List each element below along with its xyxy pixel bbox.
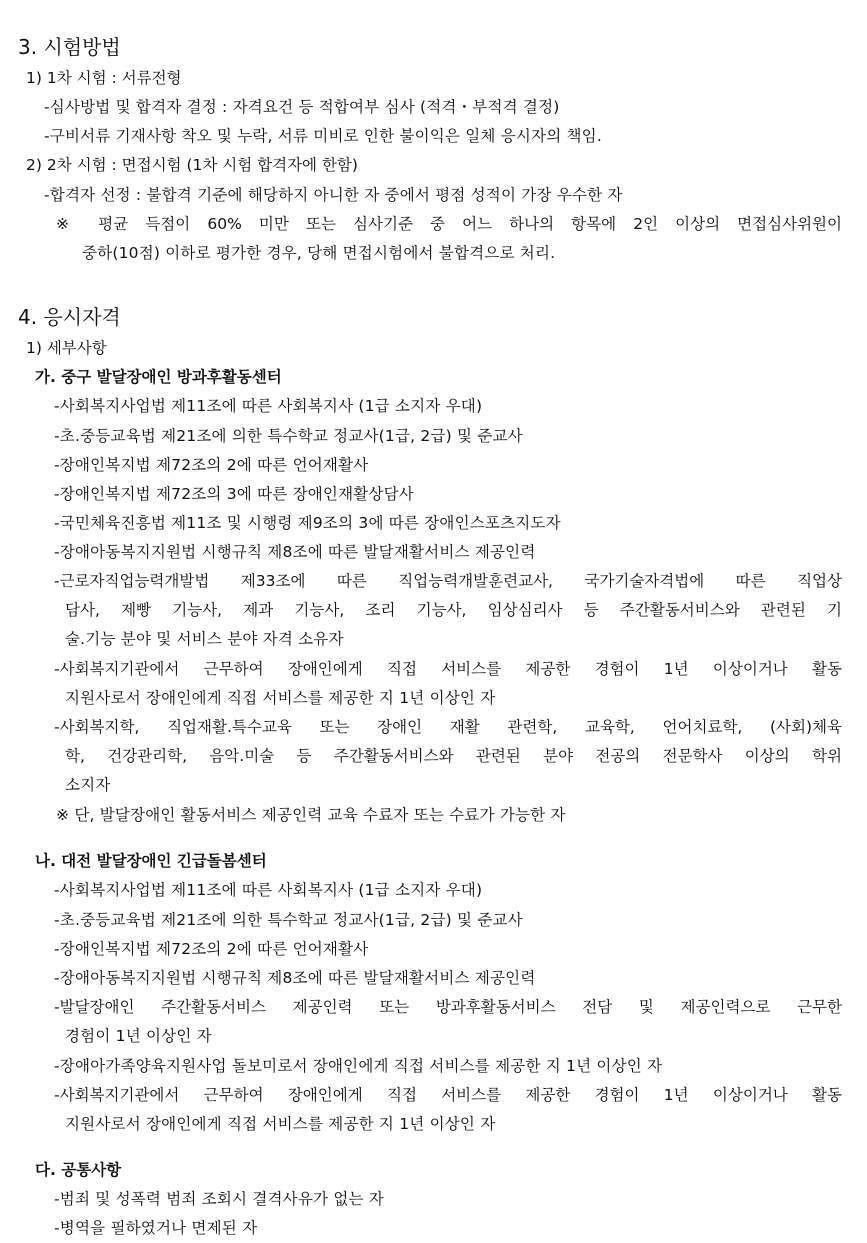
ga-item: -장애인복지법 제72조의 2에 따른 언어재활사 xyxy=(54,456,369,474)
ga-item-7-line-2: 담사, 제빵 기능사, 제과 기능사, 조리 기능사, 임상심리사 등 주간활동서비스와 관련된 기 xyxy=(65,601,842,619)
na-item-7-line-2: 지원사로서 장애인에게 직접 서비스를 제공한 지 1년 이상인 자 xyxy=(65,1115,496,1133)
section-4-step-1: 1) 세부사항 xyxy=(26,339,107,357)
ga-item-8-line-2: 지원사로서 장애인에게 직접 서비스를 제공한 지 1년 이상인 자 xyxy=(65,689,496,707)
section-3-title: 3. 시험방법 xyxy=(18,35,121,59)
na-item: -장애아동복지지원법 시행규칙 제8조에 따른 발달재활서비스 제공인력 xyxy=(54,969,536,987)
na-item-7-line-1: -사회복지기관에서 근무하여 장애인에게 직접 서비스를 제공한 경험이 1년 이상이거나 활동 xyxy=(54,1086,842,1104)
section-3-step-1-item: -구비서류 기재사항 착오 및 누락, 서류 미비로 인한 불이익은 일체 응시자의 책임. xyxy=(44,127,602,145)
subsection-da-title: 다. 공통사항 xyxy=(35,1161,122,1179)
ga-item: -초.중등교육법 제21조에 의한 특수학교 정교사(1급, 2급) 및 준교사 xyxy=(54,427,523,445)
na-item: -장애인복지법 제72조의 2에 따른 언어재활사 xyxy=(54,940,369,958)
ga-item-7-line-1: -근로자직업능력개발법 제33조에 따른 직업능력개발훈련교사, 국가기술자격법에 따른 직업상 xyxy=(54,572,842,590)
ga-item: -국민체육진흥법 제11조 및 시행령 제9조의 3에 따른 장애인스포츠지도자 xyxy=(54,514,561,532)
ga-item-9-line-3: 소지자 xyxy=(65,776,111,794)
ga-item-9-line-2: 학, 건강관리학, 음악.미술 등 주간활동서비스와 관련된 분야 전공의 전문학사 이상의 학위 xyxy=(65,747,842,765)
ga-item: -장애아동복지지원법 시행규칙 제8조에 따른 발달재활서비스 제공인력 xyxy=(54,543,536,561)
na-item: -초.중등교육법 제21조에 의한 특수학교 정교사(1급, 2급) 및 준교사 xyxy=(54,911,523,929)
section-3-step-2: 2) 2차 시험 : 면접시험 (1차 시험 합격자에 한함) xyxy=(26,156,358,174)
section-3-step-1-item: -심사방법 및 합격자 결정 : 자격요건 등 적합여부 심사 (적격・부적격 결정) xyxy=(44,98,560,116)
ga-item: -장애인복지법 제72조의 3에 따른 장애인재활상담사 xyxy=(54,485,414,503)
section-3-step-1: 1) 1차 시험 : 서류전형 xyxy=(26,69,182,87)
section-3-note-line-1: ※ 평균 득점이 60% 미만 또는 심사기준 중 어느 하나의 항목에 2인 이상의 면접심사위원이 xyxy=(56,215,842,233)
ga-item-7-line-3: 술.기능 분야 및 서비스 분야 자격 소유자 xyxy=(65,630,344,648)
section-3-note-line-2: 중하(10점) 이하로 평가한 경우, 당해 면접시험에서 불합격으로 처리. xyxy=(82,244,556,262)
na-item-5-line-2: 경험이 1년 이상인 자 xyxy=(65,1027,212,1045)
ga-item-9-line-1: -사회복지학, 직업재활.특수교육 또는 장애인 재활 관련학, 교육학, 언어치료학, (사회)체육 xyxy=(54,718,842,736)
section-4-title: 4. 응시자격 xyxy=(18,305,121,329)
section-3-step-2-item: -합격자 선정 : 불합격 기준에 해당하지 아니한 자 중에서 평점 성적이 가장 우수한 자 xyxy=(44,186,623,204)
subsection-ga-title: 가. 중구 발달장애인 방과후활동센터 xyxy=(35,368,282,386)
subsection-na-title: 나. 대전 발달장애인 긴급돌봄센터 xyxy=(35,852,267,870)
ga-note: ※ 단, 발달장애인 활동서비스 제공인력 교육 수료자 또는 수료가 가능한 자 xyxy=(56,806,566,824)
na-item: -사회복지사업법 제11조에 따른 사회복지사 (1급 소지자 우대) xyxy=(54,881,483,899)
na-item-6: -장애아가족양육지원사업 돌보미로서 장애인에게 직접 서비스를 제공한 지 1년 이상인 자 xyxy=(54,1057,663,1075)
ga-item-8-line-1: -사회복지기관에서 근무하여 장애인에게 직접 서비스를 제공한 경험이 1년 이상이거나 활동 xyxy=(54,660,842,678)
da-item: -범죄 및 성폭력 범죄 조회시 결격사유가 없는 자 xyxy=(54,1190,384,1208)
da-item: -병역을 필하였거나 면제된 자 xyxy=(54,1219,258,1237)
ga-item: -사회복지사업법 제11조에 따른 사회복지사 (1급 소지자 우대) xyxy=(54,397,483,415)
na-item-5-line-1: -발달장애인 주간활동서비스 제공인력 또는 방과후활동서비스 전담 및 제공인력으로 근무한 xyxy=(54,998,842,1016)
